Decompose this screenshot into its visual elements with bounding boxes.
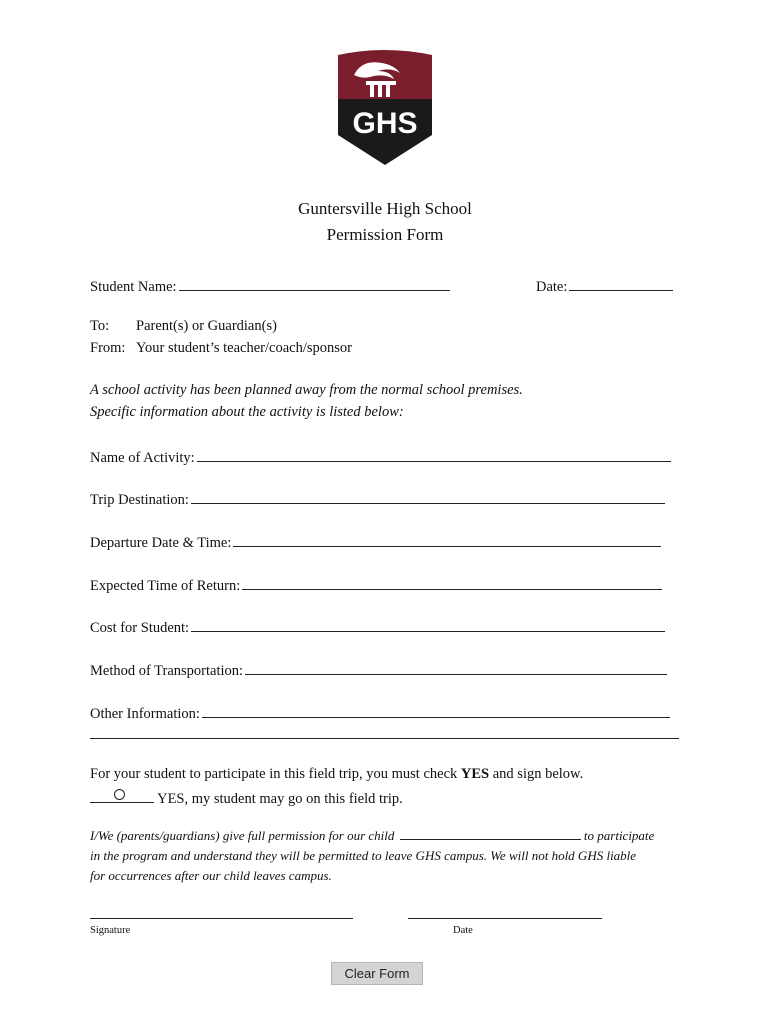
destination-field[interactable] — [191, 489, 665, 504]
ghs-logo — [332, 47, 438, 165]
from-value: Your student’s teacher/coach/sponsor — [136, 340, 352, 356]
cost-row — [90, 617, 665, 637]
yes-radio-field[interactable] — [90, 788, 154, 803]
to-value: Parent(s) or Guardian(s) — [136, 318, 277, 334]
to-row — [90, 318, 109, 335]
departure-label: Departure Date & Time: — [90, 535, 232, 551]
to-label: To: — [90, 318, 110, 334]
permission-line-1-post: to participate — [583, 828, 655, 843]
svg-text:GHS: GHS — [352, 107, 418, 140]
consent-instruction-post: and sign below. — [492, 766, 584, 782]
student-name-label: Student Name: — [90, 279, 177, 295]
intro-line-2: Specific information about the activity is listed below: — [90, 404, 404, 420]
date-label: Date: — [536, 279, 568, 295]
destination-label: Trip Destination: — [90, 492, 189, 508]
permission-line-1 — [90, 826, 654, 846]
return-label: Expected Time of Return: — [90, 578, 241, 594]
transport-label: Method of Transportation: — [90, 663, 244, 679]
return-field[interactable] — [242, 575, 662, 590]
departure-row — [90, 532, 661, 552]
departure-field[interactable] — [233, 532, 661, 547]
form-title: Permission Form — [326, 225, 444, 244]
student-name-row — [90, 276, 450, 296]
signature-date-field[interactable] — [408, 918, 602, 919]
consent-instruction — [90, 766, 583, 783]
permission-line-3: for occurrences after our child leaves campus. — [90, 868, 332, 883]
activity-field[interactable] — [197, 447, 671, 462]
child-name-field[interactable] — [400, 828, 581, 840]
other-row — [90, 703, 670, 723]
date-row — [536, 276, 673, 296]
from-label: From: — [90, 340, 126, 356]
other-field-line-2[interactable] — [90, 738, 679, 739]
activity-label: Name of Activity: — [90, 450, 195, 466]
transport-field[interactable] — [245, 660, 667, 675]
activity-row — [90, 447, 671, 467]
consent-instruction-yes: YES — [460, 766, 490, 782]
permission-line-1-pre: I/We (parents/guardians) give full permission for our child — [90, 828, 395, 843]
clear-form-button[interactable]: Clear Form — [331, 962, 423, 985]
signature-field[interactable] — [90, 918, 353, 919]
other-label: Other Information: — [90, 706, 200, 722]
yes-row — [90, 788, 403, 808]
intro-line-1: A school activity has been planned away from the normal school premises. — [90, 382, 523, 398]
yes-radio-button[interactable] — [114, 789, 125, 800]
school-name: Guntersville High School — [298, 199, 472, 218]
cost-label: Cost for Student: — [90, 620, 190, 636]
yes-text: YES, my student may go on this field trip. — [157, 791, 403, 807]
destination-row — [90, 489, 665, 509]
other-field[interactable] — [202, 703, 670, 718]
signature-label: Signature — [90, 925, 131, 936]
date-field[interactable] — [569, 276, 673, 291]
permission-line-2: in the program and understand they will be permitted to leave GHS campus. We will not hold GHS liable — [90, 848, 637, 863]
transport-row — [90, 660, 667, 680]
consent-instruction-pre: For your student to participate in this field trip, you must check — [90, 766, 458, 782]
return-row — [90, 575, 662, 595]
signature-date-label: Date — [453, 925, 473, 936]
cost-field[interactable] — [191, 617, 665, 632]
student-name-field[interactable] — [179, 276, 450, 291]
